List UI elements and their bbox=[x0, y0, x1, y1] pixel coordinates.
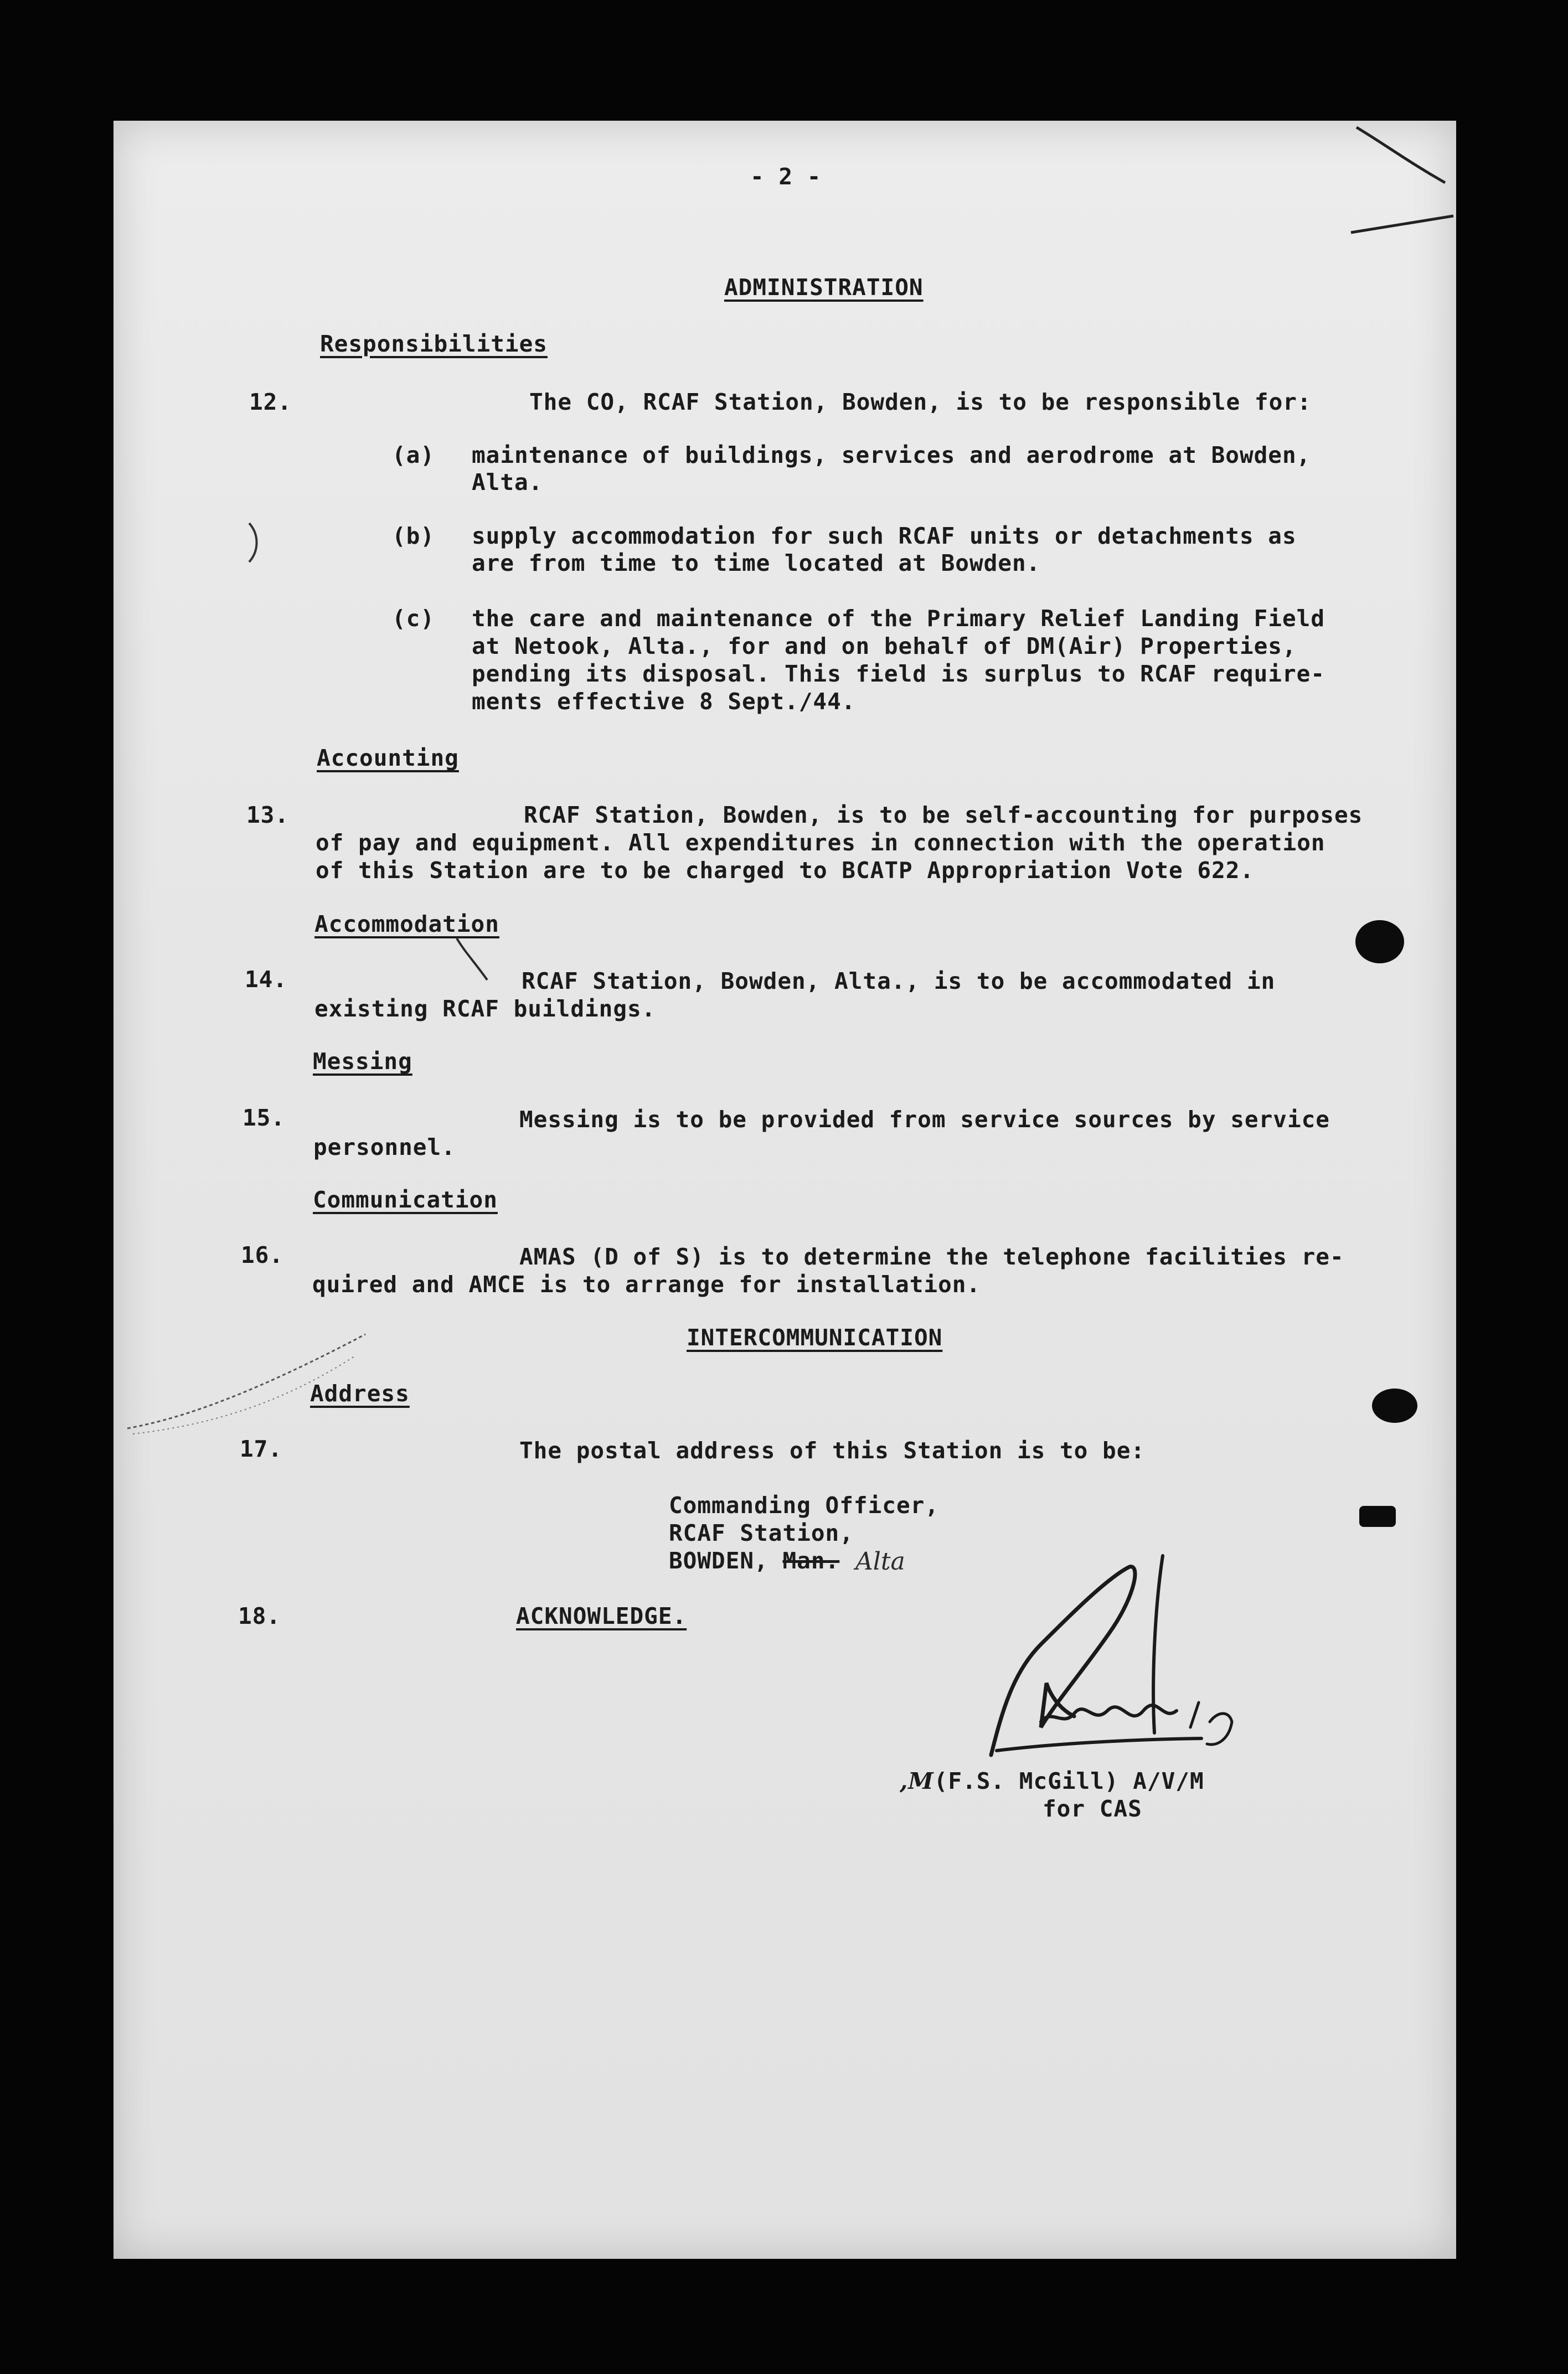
para-12a-line: Alta. bbox=[472, 469, 543, 496]
handwritten-mark: ,M bbox=[900, 1768, 934, 1794]
para-15-line: personnel. bbox=[313, 1134, 456, 1160]
para-15-number: 15. bbox=[243, 1105, 286, 1131]
para-12c-label: (c) bbox=[392, 605, 435, 632]
para-13-line: of pay and equipment. All expenditures in connection with the operation bbox=[316, 829, 1325, 856]
para-14-line: RCAF Station, Bowden, Alta., is to be accommodated in bbox=[522, 968, 1276, 994]
address-line: BOWDEN, Man. bbox=[669, 1547, 840, 1574]
pencil-mark bbox=[454, 936, 493, 985]
heading-intercommunication: INTERCOMMUNICATION bbox=[687, 1324, 943, 1351]
subheading-accommodation: Accommodation bbox=[314, 911, 499, 937]
para-14-number: 14. bbox=[245, 966, 288, 993]
ink-smear bbox=[122, 1323, 376, 1439]
ink-blot bbox=[1359, 1506, 1396, 1527]
para-12b-line: supply accommodation for such RCAF units or detachments as bbox=[472, 523, 1297, 549]
ink-blot bbox=[1372, 1389, 1417, 1423]
para-16-number: 16. bbox=[241, 1242, 284, 1268]
para-16-line: quired and AMCE is to arrange for installation. bbox=[312, 1271, 981, 1298]
para-14-line: existing RCAF buildings. bbox=[314, 995, 656, 1022]
ink-blot bbox=[1355, 920, 1404, 963]
signature-block-line: ,M(F.S. McGill) A/V/M bbox=[900, 1768, 1204, 1794]
subheading-communication: Communication bbox=[313, 1186, 498, 1213]
para-12c-line: the care and maintenance of the Primary Relief Landing Field bbox=[472, 605, 1325, 632]
page-number: - 2 - bbox=[750, 163, 822, 190]
para-12a-label: (a) bbox=[392, 442, 435, 468]
handwritten-correction: Alta bbox=[855, 1547, 905, 1576]
signature-block-line: for CAS bbox=[1043, 1795, 1142, 1822]
para-12-number: 12. bbox=[249, 389, 292, 415]
para-12b-line: are from time to time located at Bowden. bbox=[472, 550, 1041, 576]
subheading-address: Address bbox=[310, 1380, 410, 1407]
subheading-responsibilities: Responsibilities bbox=[320, 331, 548, 357]
para-16-line: AMAS (D of S) is to determine the telephone facilities re- bbox=[519, 1243, 1344, 1270]
para-12c-line: ments effective 8 Sept./44. bbox=[472, 688, 856, 715]
para-12c-line: pending its disposal. This field is surplus to RCAF require- bbox=[472, 660, 1325, 687]
margin-bracket-mark bbox=[244, 520, 266, 565]
subheading-messing: Messing bbox=[313, 1048, 412, 1075]
address-line: RCAF Station, bbox=[669, 1520, 854, 1546]
para-17-line: The postal address of this Station is to be: bbox=[519, 1437, 1146, 1464]
para-12c-line: at Netook, Alta., for and on behalf of DM(Air) Properties, bbox=[472, 633, 1297, 659]
para-13-number: 13. bbox=[246, 802, 290, 828]
address-line: Commanding Officer, bbox=[669, 1492, 939, 1519]
para-13-line: RCAF Station, Bowden, is to be self-accounting for purposes bbox=[524, 802, 1363, 828]
heading-administration: ADMINISTRATION bbox=[724, 274, 924, 301]
para-18-number: 18. bbox=[238, 1603, 281, 1629]
para-17-number: 17. bbox=[240, 1436, 283, 1462]
para-12-line: The CO, RCAF Station, Bowden, is to be responsible for: bbox=[529, 389, 1312, 415]
para-12a-line: maintenance of buildings, services and aerodrome at Bowden, bbox=[472, 442, 1311, 468]
para-15-line: Messing is to be provided from service sources by service bbox=[519, 1106, 1330, 1133]
struck-province: Man. bbox=[782, 1547, 840, 1574]
para-18-text: ACKNOWLEDGE. bbox=[516, 1603, 687, 1629]
subheading-accounting: Accounting bbox=[317, 745, 459, 771]
corner-scratch-marks bbox=[1340, 122, 1456, 244]
handwritten-signature bbox=[875, 1545, 1296, 1805]
para-12b-label: (b) bbox=[392, 523, 435, 549]
para-13-line: of this Station are to be charged to BCATP Appropriation Vote 622. bbox=[316, 857, 1255, 884]
